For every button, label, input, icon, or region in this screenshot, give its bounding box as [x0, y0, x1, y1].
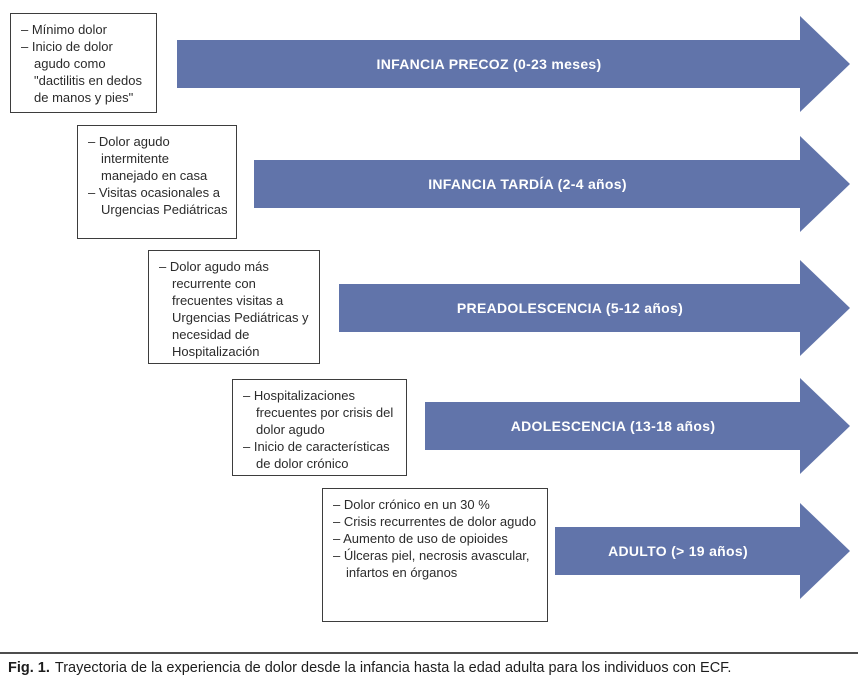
- stage-label: INFANCIA TARDÍA (2-4 años): [428, 176, 627, 192]
- arrow-head-icon: [800, 136, 850, 232]
- bullet-item: – Aumento de uso de opioides: [333, 531, 508, 546]
- arrow-head-icon: [800, 16, 850, 112]
- figure-caption-text: Trayectoria de la experiencia de dolor desde la infancia hasta la edad adulta para los individuos con ECF.: [54, 660, 732, 676]
- stage-arrow-preadolescencia: [339, 260, 850, 356]
- stage-label: PREADOLESCENCIA (5-12 años): [456, 300, 684, 316]
- arrow-head-icon: [800, 260, 850, 356]
- figure-caption-label: Fig. 1.: [8, 660, 50, 676]
- bullet-item: – Dolor agudo intermitente manejado en casa: [88, 134, 208, 183]
- bullet-item: – Hospitalizaciones frecuentes por crisis del dolor agudo: [243, 388, 394, 437]
- symptom-box-infancia-precoz: [10, 13, 157, 113]
- symptom-box-adolescencia: [232, 379, 407, 476]
- caption-divider: [0, 652, 858, 654]
- arrow-head-icon: [800, 503, 850, 599]
- stage-label: INFANCIA PRECOZ (0-23 meses): [376, 56, 602, 72]
- symptom-box-preadolescencia: [148, 250, 320, 364]
- bullet-item: – Dolor agudo más recurrente con frecuentes visitas a Urgencias Pediátricas y necesidad de Hospitalización: [159, 259, 309, 359]
- symptom-box-adulto: [322, 488, 548, 622]
- symptom-box-infancia-tardia: [77, 125, 237, 239]
- arrow-head-icon: [800, 378, 850, 474]
- bullet-item: – Inicio de características de dolor crónico: [243, 439, 390, 471]
- stage-arrow-infancia-precoz: [177, 16, 850, 112]
- bullet-item: – Crisis recurrentes de dolor agudo: [333, 514, 537, 529]
- figure-caption: [8, 659, 850, 677]
- stage-arrow-adolescencia: [425, 378, 850, 474]
- bullet-item: – Úlceras piel, necrosis avascular, infartos en órganos: [333, 548, 530, 580]
- stage-label: ADULTO (> 19 años): [608, 543, 748, 559]
- bullet-item: – Inicio de dolor agudo como "dactilitis en dedos de manos y pies": [21, 39, 142, 105]
- stage-arrow-adulto: [555, 503, 850, 599]
- stage-arrow-infancia-tardia: [254, 136, 850, 232]
- bullet-item: – Visitas ocasionales a Urgencias Pediátricas: [88, 185, 228, 217]
- bullet-item: – Dolor crónico en un 30 %: [333, 497, 490, 512]
- bullet-item: – Mínimo dolor: [21, 22, 107, 37]
- stage-label: ADOLESCENCIA (13-18 años): [510, 418, 716, 434]
